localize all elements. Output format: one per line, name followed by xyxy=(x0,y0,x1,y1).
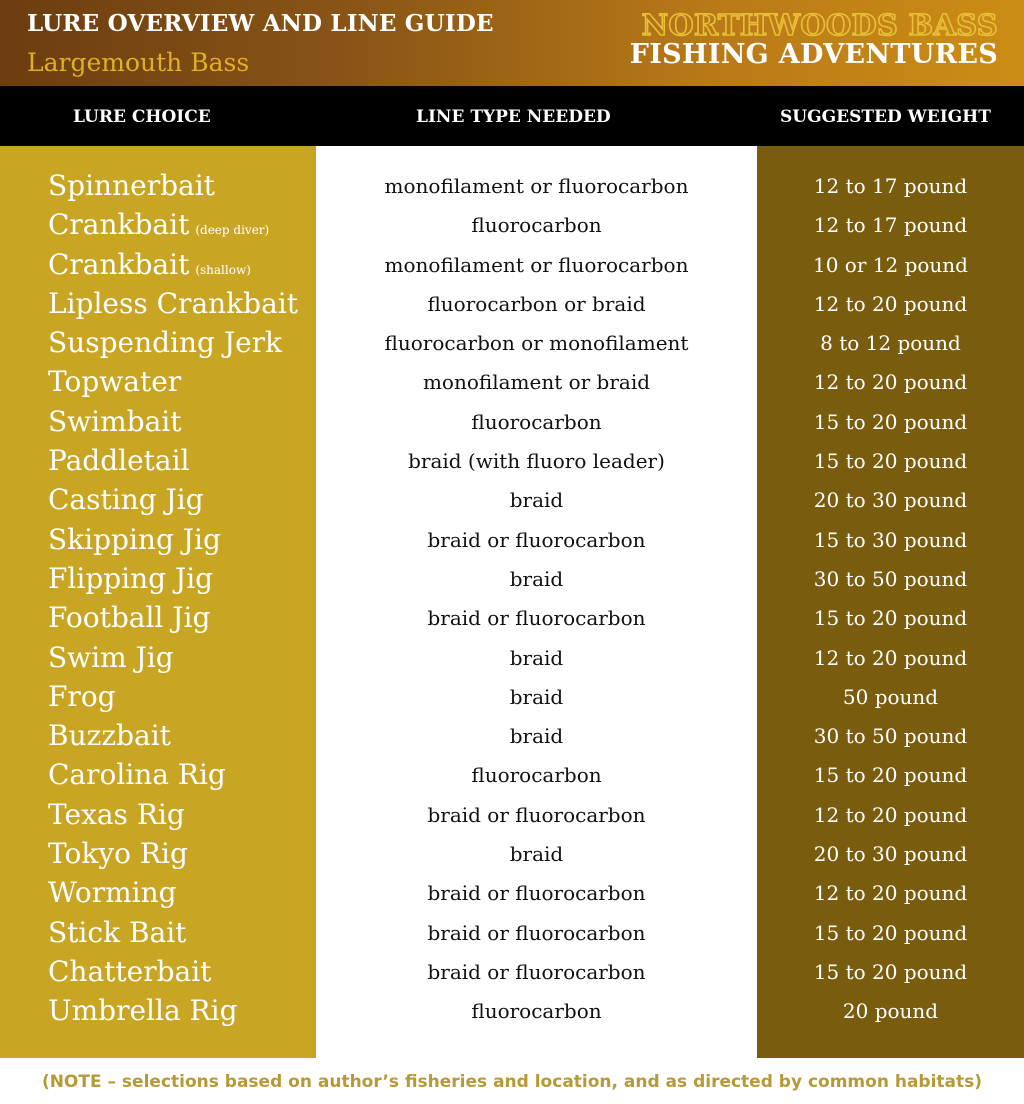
suggested-weight: 10 or 12 pound xyxy=(813,252,968,277)
table-row xyxy=(0,991,1024,1030)
lure-label: Crankbait xyxy=(48,247,190,281)
table-row xyxy=(0,402,1024,441)
lure-label: Lipless Crankbait xyxy=(48,286,298,320)
table-row xyxy=(0,441,1024,480)
lure-note: (deep diver) xyxy=(195,223,270,238)
line-type: monofilament or fluorocarbon xyxy=(384,252,689,277)
lure-name xyxy=(48,402,181,442)
table-row xyxy=(0,755,1024,794)
lure-label: Topwater xyxy=(48,365,182,399)
lure-label: Swimbait xyxy=(48,404,182,438)
lure-name xyxy=(48,245,251,290)
line-type: braid xyxy=(509,488,564,513)
lure-label: Spinnerbait xyxy=(48,169,215,202)
line-type: braid or fluorocarbon xyxy=(427,802,646,827)
suggested-weight: 8 to 12 pound xyxy=(820,331,961,356)
line-type: braid xyxy=(509,684,564,709)
suggested-weight: 15 to 20 pound xyxy=(813,606,968,631)
lure-label: Suspending Jerk xyxy=(48,326,282,360)
suggested-weight: 15 to 20 pound xyxy=(813,409,968,434)
brand-logo xyxy=(630,10,998,70)
lure-name xyxy=(48,559,213,599)
column-header-lure: LURE CHOICE xyxy=(73,107,211,127)
suggested-weight: 30 to 50 pound xyxy=(813,724,968,749)
lure-label: Tokyo Rig xyxy=(48,837,188,871)
lure-label: Frog xyxy=(48,679,116,713)
table-row xyxy=(0,205,1024,244)
column-header-bar xyxy=(0,86,1024,146)
lure-label: Carolina Rig xyxy=(48,758,226,792)
page-title: LURE OVERVIEW AND LINE GUIDE xyxy=(27,10,494,37)
lure-name xyxy=(48,638,174,678)
line-type: fluorocarbon xyxy=(471,999,602,1024)
table-row xyxy=(0,795,1024,834)
table-row xyxy=(0,677,1024,716)
line-type: fluorocarbon xyxy=(471,409,602,434)
lure-note: (shallow) xyxy=(195,262,251,277)
lure-label: Flipping Jig xyxy=(48,561,214,595)
page-subtitle: Largemouth Bass xyxy=(27,48,250,77)
line-type: fluorocarbon xyxy=(471,213,602,238)
lure-name xyxy=(48,480,204,520)
table-row xyxy=(0,166,1024,205)
line-type: braid or fluorocarbon xyxy=(427,959,646,984)
table-row xyxy=(0,598,1024,637)
table-row xyxy=(0,834,1024,873)
lure-table xyxy=(0,166,1024,1031)
lure-name xyxy=(48,755,226,795)
lure-name xyxy=(48,166,215,206)
brand-line-1: NORTHWOODS BASS xyxy=(641,8,998,42)
lure-name xyxy=(48,441,190,481)
line-type: braid xyxy=(509,724,564,749)
lure-name xyxy=(48,952,211,992)
lure-name xyxy=(48,205,269,250)
lure-name xyxy=(48,323,282,363)
lure-label: Football Jig xyxy=(48,601,211,635)
lure-label: Swim Jig xyxy=(48,640,174,674)
lure-label: Worming xyxy=(48,876,177,910)
footnote: (NOTE – selections based on author’s fisheries and location, and as directed by common habitats) xyxy=(41,1072,983,1092)
table-row xyxy=(0,716,1024,755)
suggested-weight: 15 to 20 pound xyxy=(813,959,968,984)
lure-name xyxy=(48,913,186,953)
suggested-weight: 15 to 20 pound xyxy=(813,449,968,474)
line-type: fluorocarbon xyxy=(471,763,602,788)
lure-label: Texas Rig xyxy=(48,797,185,831)
suggested-weight: 15 to 30 pound xyxy=(813,527,968,552)
lure-label: Chatterbait xyxy=(48,954,212,988)
suggested-weight: 20 pound xyxy=(842,999,939,1024)
lure-name xyxy=(48,362,181,402)
column-header-weight: SUGGESTED WEIGHT xyxy=(780,107,991,127)
suggested-weight: 50 pound xyxy=(842,684,939,709)
table-row xyxy=(0,362,1024,401)
table-row xyxy=(0,952,1024,991)
lure-label: Skipping Jig xyxy=(48,522,221,556)
suggested-weight: 12 to 20 pound xyxy=(813,370,968,395)
table-row xyxy=(0,323,1024,362)
lure-label: Buzzbait xyxy=(48,719,171,753)
suggested-weight: 12 to 17 pound xyxy=(813,174,968,198)
table-row xyxy=(0,638,1024,677)
suggested-weight: 20 to 30 pound xyxy=(813,488,968,513)
table-row xyxy=(0,284,1024,323)
line-type: braid xyxy=(509,645,564,670)
line-type: braid or fluorocarbon xyxy=(427,881,646,906)
line-type: braid xyxy=(509,842,564,867)
suggested-weight: 12 to 17 pound xyxy=(813,213,968,238)
lure-name xyxy=(48,834,188,874)
suggested-weight: 20 to 30 pound xyxy=(813,842,968,867)
suggested-weight: 30 to 50 pound xyxy=(813,566,968,591)
lure-label: Crankbait xyxy=(48,208,190,242)
line-type: braid or fluorocarbon xyxy=(427,920,646,945)
suggested-weight: 15 to 20 pound xyxy=(813,920,968,945)
lure-name xyxy=(48,873,177,913)
line-type: braid or fluorocarbon xyxy=(427,606,646,631)
lure-name xyxy=(48,284,298,324)
line-type: monofilament or fluorocarbon xyxy=(384,174,689,198)
table-row xyxy=(0,480,1024,519)
lure-label: Stick Bait xyxy=(48,915,187,949)
suggested-weight: 12 to 20 pound xyxy=(813,645,968,670)
lure-name xyxy=(48,520,221,560)
lure-name xyxy=(48,598,210,638)
line-type: fluorocarbon or braid xyxy=(427,291,646,316)
table-row xyxy=(0,559,1024,598)
line-type: monofilament or braid xyxy=(422,370,651,395)
brand-line-2: FISHING ADVENTURES xyxy=(629,39,998,70)
line-type: braid (with fluoro leader) xyxy=(408,449,665,474)
lure-name xyxy=(48,991,238,1031)
suggested-weight: 12 to 20 pound xyxy=(813,881,968,906)
lure-name xyxy=(48,716,171,756)
line-type: braid xyxy=(509,566,564,591)
table-row xyxy=(0,520,1024,559)
suggested-weight: 12 to 20 pound xyxy=(813,802,968,827)
column-header-line: LINE TYPE NEEDED xyxy=(416,107,611,127)
lure-label: Paddletail xyxy=(48,444,190,478)
lure-label: Casting Jig xyxy=(48,483,204,517)
lure-label: Umbrella Rig xyxy=(48,994,238,1028)
suggested-weight: 12 to 20 pound xyxy=(813,291,968,316)
suggested-weight: 15 to 20 pound xyxy=(813,763,968,788)
header-banner xyxy=(0,0,1024,86)
lure-name xyxy=(48,795,185,835)
table-row xyxy=(0,245,1024,284)
table-row xyxy=(0,913,1024,952)
lure-name xyxy=(48,677,116,717)
line-type: braid or fluorocarbon xyxy=(427,527,646,552)
table-row xyxy=(0,873,1024,912)
line-type: fluorocarbon or monofilament xyxy=(384,331,689,356)
